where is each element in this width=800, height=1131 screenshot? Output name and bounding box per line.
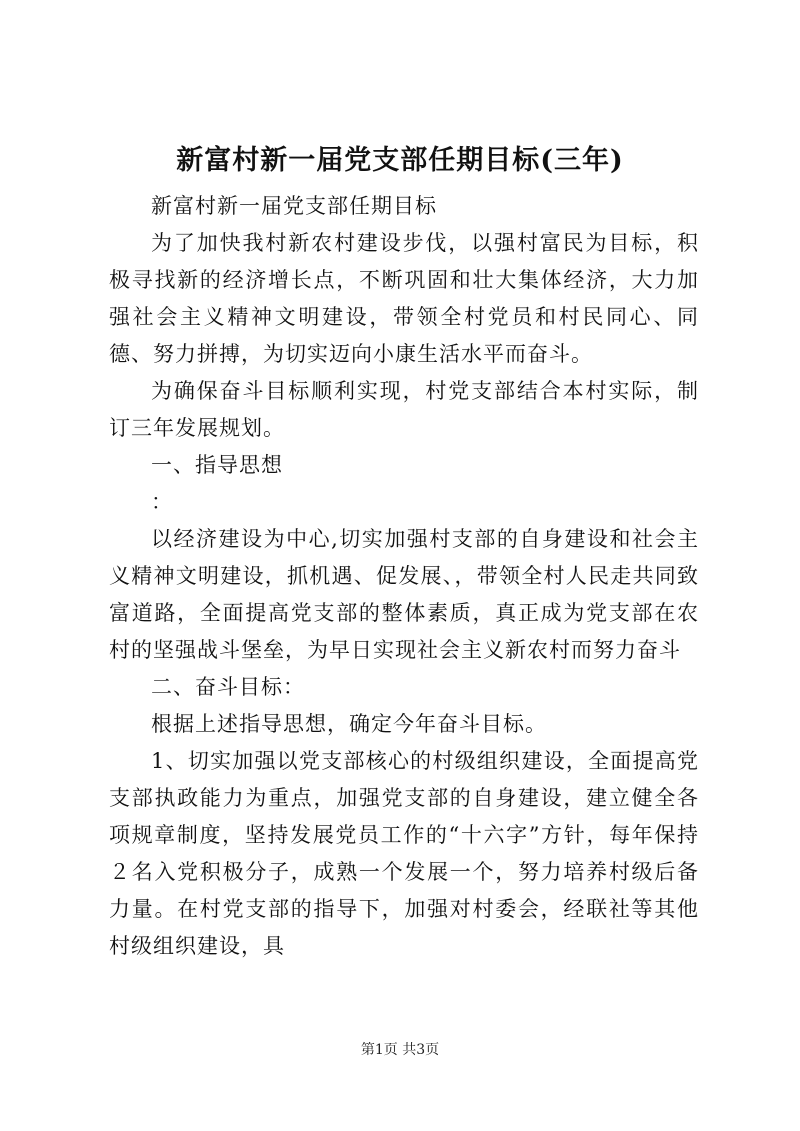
paragraph-goal-1: 1、切实加强以党支部核心的村级组织建设，全面提高党支部执政能力为重点，加强党支部的自身建设，建立健全各项规章制度，坚持发展党员工作的“十六字”方针，每年保持２名入党积极分子，成熟一个发展一个，努力培养村级后备力量。在村党支部的指导下，加强对村委会，经联社等其他村级组织建设，具	[109, 749, 699, 958]
paragraph-guiding-ideology: 以经济建设为中心,切实加强村支部的自身建设和社会主义精神文明建设，抓机遇、促发展、，带领全村人民走共同致富道路，全面提高党支部的整体素质，真正成为党支部在农村的坚强战斗堡垒，为早日实现社会主义新农村而努力奋斗	[109, 527, 699, 662]
section-heading-guiding-ideology: 一、指导思想	[151, 453, 283, 477]
paragraph-goals-intro: 根据上述指导思想，确定今年奋斗目标。	[151, 712, 547, 736]
paragraph-colon: ：	[151, 490, 173, 514]
section-heading-goals: 二、奋斗目标：	[151, 675, 305, 699]
paragraph-intro: 为了加快我村新农村建设步伐，以强村富民为目标，积极寻找新的经济增长点，不断巩固和壮大集体经济，大力加强社会主义精神文明建设，带领全村党员和村民同心、同德、努力拼搏，为切实迈向小康生活水平而奋斗。	[109, 231, 699, 366]
document-title: 新富村新一届党支部任期目标(三年)	[176, 145, 624, 176]
document-body	[109, 188, 699, 965]
paragraph-plan: 为确保奋斗目标顺利实现，村党支部结合本村实际，制订三年发展规划。	[109, 379, 699, 440]
page-footer: 第1页 共3页	[360, 1042, 440, 1058]
paragraph-subtitle: 新富村新一届党支部任期目标	[151, 194, 437, 218]
